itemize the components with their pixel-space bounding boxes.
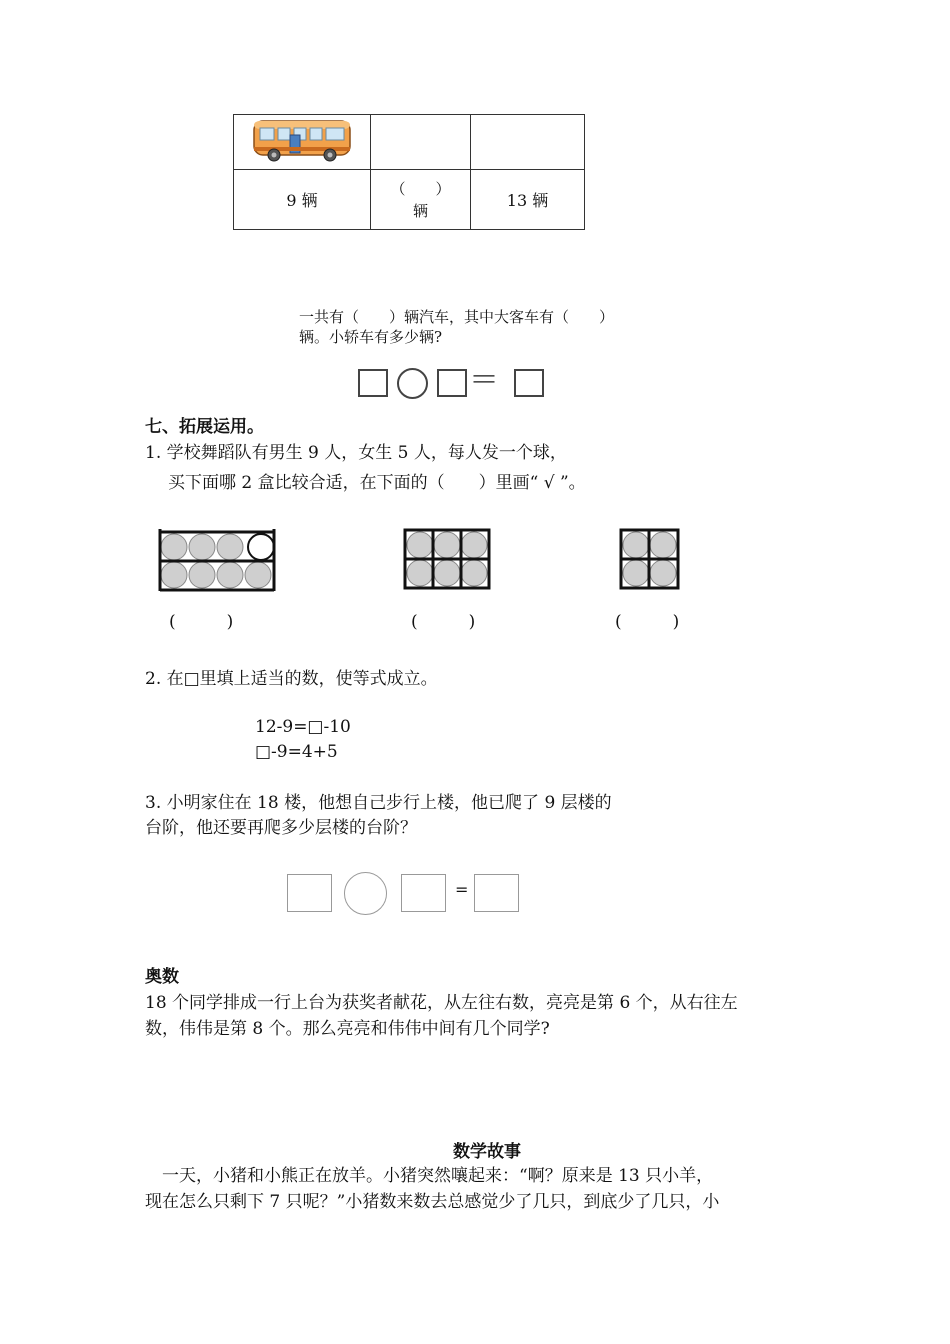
q3-line2: 台阶，他还要再爬多少层楼的台阶？ [145, 818, 417, 838]
blank-paren: （ ） [390, 179, 451, 198]
bus-icon [250, 115, 354, 165]
ball-box-4 [617, 526, 683, 592]
section-title: 七、拓展运用。 [145, 417, 264, 437]
olympiad-line1: 18 个同学排成一行上台为获奖者献花，从左往右数，亮亮是第 6 个，从右往左 [145, 993, 738, 1013]
story-line1: 一天，小猪和小熊正在放羊。小猪突然嚷起来：“啊？原来是 13 只小羊， [145, 1166, 714, 1186]
operator-circle[interactable] [397, 368, 428, 399]
q2-equation-1: 12-9=□-10 [255, 717, 351, 737]
empty-cell [471, 115, 585, 170]
car-count-cell: 13 辆 [471, 170, 585, 230]
bus-question-line1: 一共有（ ）辆汽车，其中大客车有（ ） [299, 308, 615, 326]
choice-paren[interactable]: ( ) [615, 612, 680, 632]
answer-box[interactable] [437, 369, 467, 397]
bus-image-cell [234, 115, 371, 170]
answer-box[interactable] [358, 369, 388, 397]
olympiad-line2: 数，伟伟是第 8 个。那么亮亮和伟伟中间有几个同学? [145, 1019, 550, 1039]
story-line2: 现在怎么只剩下 7 只呢？”小猪数来数去总感觉少了几只，到底少了几只，小 [145, 1192, 720, 1212]
empty-cell [371, 115, 471, 170]
ball-box-8 [155, 527, 279, 593]
q2-equation-2: □-9=4+5 [255, 742, 338, 762]
answer-box[interactable] [287, 874, 332, 912]
blank-count-cell [371, 170, 471, 230]
olympiad-title: 奥数 [145, 967, 179, 987]
bus-table [233, 114, 585, 230]
ball-box-6 [401, 526, 493, 592]
answer-box[interactable] [474, 874, 519, 912]
unit-label: 辆 [412, 201, 428, 220]
choice-paren[interactable]: ( ) [411, 612, 476, 632]
equals-sign: ＝ [469, 363, 499, 398]
story-title: 数学故事 [453, 1142, 521, 1162]
choice-paren[interactable]: ( ) [169, 612, 234, 632]
q1-line2: 买下面哪 2 盒比较合适，在下面的（ ）里画“ √ ”。 [168, 473, 586, 493]
bus-count-cell: 9 辆 [234, 170, 371, 230]
equals-sign: = [455, 880, 469, 899]
q3-line1: 3. 小明家住在 18 楼，他想自己步行上楼，他已爬了 9 层楼的 [145, 793, 612, 813]
answer-box[interactable] [514, 369, 544, 397]
bus-question-line2: 辆。小轿车有多少辆? [299, 328, 443, 346]
operator-circle[interactable] [344, 872, 387, 915]
answer-box[interactable] [401, 874, 446, 912]
q2-title: 2. 在□里填上适当的数，使等式成立。 [145, 669, 438, 689]
q1-line1: 1. 学校舞蹈队有男生 9 人，女生 5 人，每人发一个球， [145, 443, 567, 463]
